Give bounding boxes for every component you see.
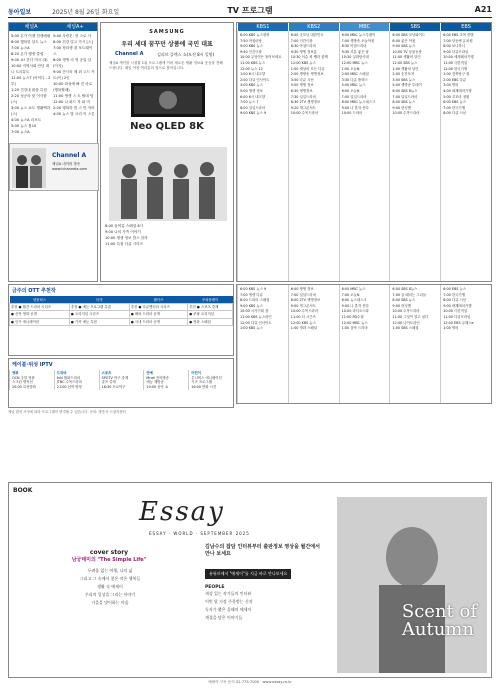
program-item: 3:00 SBS 뉴스 xyxy=(392,77,416,82)
program-item: 10:00 무엇이든 물어보세요 xyxy=(240,55,282,60)
anchors-photo xyxy=(12,148,46,188)
people-item: 이번 달 가장 주목받는 신작 xyxy=(205,599,253,604)
iptv-item: 스크린 명작선 xyxy=(12,380,33,385)
ott-title: 금주의 OTT 추천작 xyxy=(12,288,56,294)
broadcast-grid-bottom xyxy=(236,284,492,404)
photo-title xyxy=(402,603,477,639)
program-item: 9:00 KBS 뉴스 xyxy=(240,44,263,49)
program-item: 6:00 굿모닝 대한민국 xyxy=(290,33,324,37)
grid-column xyxy=(237,31,288,281)
program-item: 2:00 EBS 다큐 xyxy=(443,77,467,82)
program-item: 11:00 극한직업 xyxy=(443,60,468,65)
program-item: 8:30 2TV 생생정보 xyxy=(290,100,321,105)
program-item: 7:00 인간극장 xyxy=(290,38,313,43)
essay-logo-sub: ESSAY · WORLD · SEPTEMBER 2025 xyxy=(149,531,250,536)
ott-head-1: 넷플릭스 xyxy=(10,296,70,304)
program-item: 10:00 수목드라마 xyxy=(392,309,420,314)
program-item: 11:00 KBS 뉴스라인 xyxy=(240,314,272,319)
table-cell: ● 가족 예능 특집 xyxy=(69,318,129,325)
table-cell: ● 국내 드라마 공개 xyxy=(129,318,187,325)
program-item: 10:00 TV 동물농장 xyxy=(392,49,422,54)
table-cell: ● 신작 영화 공개 xyxy=(10,311,70,318)
channel-promo xyxy=(9,143,99,191)
people-list xyxy=(205,590,325,622)
program-item: 9:20 개그콘서트 xyxy=(290,105,316,110)
iptv-column-head: 영화 xyxy=(12,371,19,375)
program-item: 12:00 다큐 인사이트 xyxy=(240,320,272,325)
program-item: 12:00 EBS 클래스e xyxy=(443,320,474,325)
program-item: 6:00 6시 내고향 xyxy=(240,94,266,99)
cover-line: 그리고 그 속에서 찾은 작은 행복들 xyxy=(79,576,141,581)
grid-column xyxy=(339,31,390,281)
program-item: 1:00 심야 드라마 xyxy=(341,326,368,331)
iptv-column-head: 스포츠 xyxy=(101,371,112,375)
program-item: 7:00 일일드라마 xyxy=(290,292,316,297)
program-item: 6:00 SBS 8뉴스 xyxy=(392,88,418,93)
ott-head-2: 티빙 xyxy=(69,296,129,304)
schedule-column-1 xyxy=(11,33,53,135)
program-item: 1:00 6시 내고향 xyxy=(240,72,266,77)
schedule-item: 1:20 건강내 잡을 특집 xyxy=(11,88,47,92)
mid-headline: 김남수의 잡담 인터뷰부터 출판정보 영상을 월간에서 만나 보세요 xyxy=(205,544,320,557)
iptv-item: tvN 월화드라마 xyxy=(56,375,81,380)
schedule-item: 5:40 사랑꾼, 현 스로 사 xyxy=(53,34,92,38)
grid-column xyxy=(440,31,491,281)
head-ebs: EBS xyxy=(440,23,491,31)
program-item: 2:00 생방송 생생정보 xyxy=(290,72,324,77)
iptv-item: 18:30 프로야구 xyxy=(101,384,126,389)
program-item: 6:30 생생정보 xyxy=(290,88,313,93)
program-item: 11:00 KBS 뉴스 xyxy=(240,60,266,65)
program-item: 6:00 오늘N xyxy=(341,88,360,93)
schedule-item: 12:00 나 퍼드 자 와 미 xyxy=(53,100,90,104)
program-item: 9:00 다큐프라임 xyxy=(443,49,469,54)
people-heading: PEOPLE xyxy=(205,585,225,590)
program-item: 12:00 MBC 뉴스 xyxy=(341,60,368,65)
program-item: 7:00 오늘N xyxy=(341,292,360,297)
iptv-column xyxy=(99,370,144,390)
schedule-item: 8:00 생생 리 영 공업 살 (이지) xyxy=(53,58,92,68)
youtube-banner[interactable]: 유튜브에서 "에세이"를 지금 바로 만나보세요 xyxy=(205,569,291,579)
page-header xyxy=(8,4,492,18)
iptv-column xyxy=(9,370,54,390)
ad-schedule-item: 8:00 올여름 스페셜 8시 xyxy=(105,224,144,228)
section-title: TV 프로그램 xyxy=(227,6,273,15)
people-item: 개성 있는 작가들의 인터뷰 xyxy=(205,591,252,596)
program-item: 6:00 생생 정보 xyxy=(290,287,314,291)
program-item: 6:00 EBS 초목 만발 xyxy=(443,33,474,37)
head-kbs1: KBS1 xyxy=(237,23,288,31)
program-item: 11:00 생활의 달인 xyxy=(392,55,421,60)
program-item: 12:00 KBS 뉴스 xyxy=(290,60,316,65)
head-sbs: SBS xyxy=(389,23,440,31)
program-item: 9:00 나 혼자 산다 xyxy=(341,303,369,308)
table-cell: ● 해외 드라마 공개 xyxy=(129,311,187,318)
program-item: 3:00 명의 xyxy=(443,83,459,88)
program-item: 1:00 오늘N xyxy=(341,66,360,71)
ad-schedule xyxy=(105,223,229,247)
iptv-item: 골프 중계 xyxy=(101,380,116,385)
table-row xyxy=(10,311,233,318)
autumn-photo xyxy=(337,497,487,673)
head-mbc: MBC xyxy=(339,23,390,31)
channel-head-2: 채널A+ xyxy=(66,24,84,30)
ad-schedule-item: 10:00 생생 정보 밥스 알하 xyxy=(105,236,148,240)
qled-title: Neo QLED 8K xyxy=(130,121,204,132)
program-item: 8:00 드라마 스페셜 xyxy=(240,298,270,303)
ott-table xyxy=(9,296,233,326)
program-item: 9:00 개그콘서트 xyxy=(290,303,316,308)
schedule-item: 3:00 뉴스 쇼트 생활백과 (스) xyxy=(11,106,51,116)
program-item: 7:00 생생 다큐 xyxy=(240,292,263,297)
program-item: 1:00 KBS 뉴스 xyxy=(240,326,263,331)
program-item: 8:00 다큐 시선 xyxy=(443,298,467,303)
table-row xyxy=(10,304,233,311)
program-item: 3:30 다큐 플렉스 xyxy=(341,77,368,82)
program-item: 7:00 뉴스 7 xyxy=(240,100,259,105)
program-item: 11:00 다큐프라임 xyxy=(443,314,471,319)
issue-date: 2025년 8월 26일 화요일 xyxy=(52,9,120,16)
photo-title-line-1: Scent of xyxy=(401,601,477,622)
program-item: 11:00 PD수첩 xyxy=(341,314,364,319)
table-cell: ● 오리지널 시리즈 xyxy=(69,311,129,318)
head-kbs2: KBS2 xyxy=(288,23,339,31)
schedule-column-2 xyxy=(53,33,95,135)
cover-title: cover story xyxy=(89,549,129,556)
essay-logo: Essay xyxy=(139,497,225,527)
program-item: 10:00 세계테마기행 xyxy=(443,55,474,60)
grid-header xyxy=(237,23,491,31)
iptv-item: 예능 재방송 xyxy=(146,380,164,385)
program-item: 2:00 순간포착 xyxy=(392,72,415,77)
iptv-column-head: 어린이 xyxy=(191,371,202,375)
program-item: 1:00 건축탐구 집 xyxy=(443,72,470,77)
program-item: 9:00 KBS 뉴스 xyxy=(240,303,263,308)
program-item: 8:00 좋은 아침 xyxy=(392,38,416,43)
schedule-item: 2:20 성공의 맛 이사함 (스) xyxy=(11,94,47,104)
program-item: 9:30 기분 좋은 날 xyxy=(341,49,369,54)
program-item: 8:30 아침드라마 xyxy=(290,44,316,49)
program-item: 8:00 일일드라마 xyxy=(240,105,266,110)
grid-column xyxy=(389,31,440,281)
schedule-item: 7:00 뉴스A xyxy=(11,130,30,134)
grid-column xyxy=(288,31,339,281)
grid2-column xyxy=(237,285,288,403)
schedule-item: 4:00 뉴스A 리포트 xyxy=(11,118,42,122)
program-item: 1:00 명의 xyxy=(443,326,459,331)
ad-middle xyxy=(205,543,325,622)
samsung-ad xyxy=(100,22,234,282)
grid2-column xyxy=(339,285,390,403)
program-item: 9:00 세계테마기행 xyxy=(443,303,472,308)
program-item: 8:00 2TV 생생정보 xyxy=(290,298,321,303)
table-cell: ● 인기 애니메이션 xyxy=(10,318,70,325)
broadcast-grid-top xyxy=(236,22,492,282)
cable-schedule-list xyxy=(9,31,97,137)
program-item: 8:00 보니하니 xyxy=(443,44,465,49)
schedule-item: 2:00 행복하 밥 스 만 자러 xyxy=(53,106,95,110)
table-cell: 추천 ● 예능 프로그램 특집 xyxy=(69,304,129,311)
cover-line: 가을을 맞이하는 마음 xyxy=(91,600,129,605)
people-item: 계절을 담은 이야기들 xyxy=(205,615,243,620)
cover-subtitle: 남궁태미의 "The Simple Life" xyxy=(71,557,147,563)
program-item: 11:00 더 시즌즈 xyxy=(290,314,316,319)
program-item: 5:00 생방송 투데이 xyxy=(392,83,422,88)
iptv-column xyxy=(143,370,188,390)
cable-schedule xyxy=(8,22,98,282)
ad-schedule-item: 9:00 나의 가족 이야기 xyxy=(105,230,141,234)
ott-table-body xyxy=(10,304,233,326)
ad-channel: Channel A xyxy=(115,51,144,57)
program-item: 11:00 그것이 알고 싶다 xyxy=(392,314,429,319)
program-item: 7:30 일일드라마 xyxy=(290,94,316,99)
program-item: 10:00 드라마 xyxy=(341,111,363,116)
program-item: 6:00 KBS 뉴스 9 xyxy=(240,287,267,291)
iptv-column xyxy=(54,370,99,390)
schedule-item: 7:00 뉴스A xyxy=(11,46,30,50)
table-row xyxy=(10,318,233,325)
program-item: 7:00 일일드라마 xyxy=(341,94,367,99)
ad-channel-sub: 김리브 플렉스 쇼(오전 8시 일방) xyxy=(157,52,215,57)
program-item: 8:00 MBC 뉴스데스크 xyxy=(341,100,376,105)
program-item: 8:00 SBS 뉴스 xyxy=(392,100,416,105)
essay-brand: BOOK xyxy=(13,487,33,494)
program-item: 9:00 KBS 뉴스 9 xyxy=(240,111,267,116)
program-item: 12:00 SBS 뉴스 xyxy=(392,60,418,65)
program-item: 9:30 생생 정보통 xyxy=(290,49,317,54)
schedule-item: 10:00 지역사회 안녕 대 니 트리뷰트 xyxy=(11,64,50,74)
program-item: 1:00 SBS 스페셜 xyxy=(392,326,419,331)
photo-title-line-2: Autumn xyxy=(401,619,474,640)
program-item: 2:00 MBC 스페셜 xyxy=(341,72,369,77)
program-item: 3:00 KBS 뉴스 xyxy=(240,83,263,88)
iptv-item: 21:00 신작 방영 xyxy=(56,384,82,389)
schedule-item: 5:00 돈가 이젠 천생배필 xyxy=(11,34,51,38)
schedule-item: 9:00 전시의 제 최 고드 커트(이) 2인 xyxy=(53,70,95,80)
cable-schedule-header xyxy=(9,23,97,31)
program-item: 7:50 아침마당 xyxy=(240,38,262,43)
iptv-column-head: 연예 xyxy=(146,371,153,375)
schedule-item: 5:00 뉴스 톱10 xyxy=(11,124,37,128)
program-item: 6:00 MBC 뉴스 xyxy=(341,287,366,291)
grid2-columns xyxy=(237,285,491,403)
program-item: 10:00 수목드라마 xyxy=(290,111,319,116)
program-item: 7:00 골 때리는 그녀들 xyxy=(392,292,427,297)
schedule-item: 12:00 뉴스T (아이디 - 2부) xyxy=(11,76,51,86)
iptv-column-head: 드라마 xyxy=(56,371,67,375)
schedule-item: 4:00 뉴스 밥 크리 이 스튼 xyxy=(53,112,95,116)
channel-head-1: 채널A xyxy=(24,24,38,30)
schedule-item: 6:00 행복한 살트 뉴스 xyxy=(11,40,47,44)
program-item: 6:00 EBS 뉴스 xyxy=(443,100,467,105)
ott-recommend xyxy=(8,284,234,356)
table-cell: 추천 ● 월간 드라마 시리즈 xyxy=(10,304,70,311)
program-item: 12:00 한국기행 xyxy=(443,66,468,71)
program-item: 10:00 극한직업 xyxy=(443,309,468,314)
program-item: 9:40 인간극장 xyxy=(240,49,262,54)
program-item: 10:00 수목드라마 xyxy=(392,111,420,116)
program-item: 9:00 나 혼자 산다 xyxy=(341,105,369,110)
schedule-item: 6:00 건강 밀고 가시 [스] xyxy=(53,40,93,44)
program-item: 6:00 SBS 모닝와이드 xyxy=(392,33,426,37)
program-item: 12:00 KBS 뉴스 xyxy=(290,320,316,325)
program-item: 5:00 생생 정보 xyxy=(240,88,263,93)
program-item: 5:00 생생 정보 xyxy=(290,83,314,88)
cover-story xyxy=(49,549,169,563)
program-item: 10:00 수목드라마 xyxy=(290,309,319,314)
program-item: 1:00 세상의 모든 다큐 xyxy=(290,66,325,71)
ad-schedule-item: 11:00 특집 다큐 시리즈 xyxy=(105,242,144,246)
ad-footer: 에세이 구독 문의 02-775-7000 · www.essay.co.kr xyxy=(208,680,292,684)
schedule-item: 11:00 생생 스 트 할대 팀 xyxy=(53,94,94,98)
grid2-column xyxy=(440,285,491,403)
iptv-item: OCN 주말 영화 xyxy=(12,375,35,380)
program-item: 8:00 SBS 뉴스 xyxy=(392,298,416,303)
cover-body xyxy=(45,567,175,607)
program-item: 12:00 MBC 뉴스 xyxy=(341,320,368,325)
samsung-logo: SAMSUNG xyxy=(149,29,185,35)
program-item: 5:00 꼬꼬마 정원 xyxy=(443,94,470,99)
table-cell: 추천 ● 스포츠 중계 xyxy=(188,304,233,311)
program-item: 6:00 KBS 뉴스광장 xyxy=(240,33,270,37)
program-item: 7:00 일일드라마 xyxy=(392,94,418,99)
cover-line: 두려움 없는 여행, 나의 삶 xyxy=(87,568,133,573)
iptv-item: 키즈 프로그램 xyxy=(191,380,212,385)
schedule-item: 10:00 화성에 빠 진 마로 (행복할때) xyxy=(53,82,93,92)
iptv-item: SPOTV 야구 중계 xyxy=(101,375,129,380)
promo-brand: Channel A xyxy=(52,152,87,159)
iptv-item: Mnet 음악방송 xyxy=(146,375,170,380)
iptv-item: JTBC 수목드라마 xyxy=(56,380,82,385)
program-item: 7:00 생방송 오늘아침 xyxy=(341,38,375,43)
grid2-column xyxy=(288,285,339,403)
schedule-item: 9:00 쇼! 간다 미국 (3) xyxy=(11,58,48,62)
table-cell: ● 쿠팡 오리지널 xyxy=(188,311,233,318)
program-item: 10:00 라디오스타 xyxy=(341,309,369,314)
program-item: 8:30 아침드라마 xyxy=(341,44,367,49)
program-item: 5:00 MBC 뉴스 xyxy=(341,83,366,88)
iptv-item: 20:00 특선영화 xyxy=(12,384,36,389)
program-item: 9:00 SBS 뉴스 xyxy=(392,44,416,49)
schedule-item: 7:00 정리생 퀴 포트래이스 xyxy=(53,46,93,56)
ad-body: 채널A 케이블 시청률 1위 프로그램에 이어 새로운 생활 정보와 웃음을 전해드립니다. 매일 아침 여러분의 집으로 찾아갑니다. xyxy=(109,61,223,70)
page-number: A21 xyxy=(474,5,492,14)
tv-schedule-section xyxy=(8,22,492,474)
program-item: 8:00 뉴스데스크 xyxy=(341,298,367,303)
program-item: 8:00 다큐 시선 xyxy=(443,111,467,116)
table-cell: 추천 ● 다큐멘터리 시리즈 xyxy=(129,304,187,311)
schedule-note: 채널 편성 사정에 따라 프로그램이 변경될 수 있습니다. 문의: 방송사 시청자센터 xyxy=(8,410,126,414)
people-item: 독자가 뽑은 올해의 에세이 xyxy=(205,607,252,612)
program-item: 6:00 SBS 8뉴스 xyxy=(392,287,418,291)
iptv-columns xyxy=(9,370,233,390)
table-cell: ● 영화 스페셜 xyxy=(188,318,233,325)
program-item: 3:50 다큐 시선 xyxy=(290,77,314,82)
iptv-item: 16:00 만화 시간 xyxy=(191,384,217,389)
program-item: 7:00 한국기행 xyxy=(443,292,465,297)
program-item: 4:00 세계테마기행 xyxy=(443,88,472,93)
iptv-section xyxy=(8,358,234,408)
iptv-title: 케이블·위성 IPTV xyxy=(12,362,53,368)
grid2-column xyxy=(389,285,440,403)
program-item: 10:00 시사기획 창 xyxy=(240,309,269,314)
iptv-item: 19:00 음악 쇼 xyxy=(146,384,169,389)
iptv-column xyxy=(188,370,233,390)
program-item: 10:30 실화탐사대 xyxy=(341,55,369,60)
ad-headline: 우리 세대 꿈꾸던 상품에 국민 대표 xyxy=(121,41,213,48)
program-item: 7:00 한국기행 xyxy=(443,105,465,110)
ott-head-3: 웨이브 xyxy=(129,296,187,304)
program-item: 12:00 나이트라인 xyxy=(392,320,420,325)
program-item: 1:00 생활의 달인 xyxy=(392,66,419,71)
grid-columns xyxy=(237,31,491,281)
program-item: 9:00 런닝맨 xyxy=(392,105,411,110)
newspaper-logo: 동아일보 xyxy=(8,9,32,16)
group-photo xyxy=(109,147,227,221)
program-item: 10:30 이슈 픽 쌤과 함께 xyxy=(290,55,328,60)
tv-image xyxy=(131,83,205,117)
schedule-item: 8:20 돈가 행정 클럽 xyxy=(11,52,44,56)
program-item: 6:00 MBC 뉴스투데이 xyxy=(341,33,376,37)
ott-head-4: 쿠팡플레이 xyxy=(188,296,233,304)
program-item: 1:00 영화 스페셜 xyxy=(290,326,317,331)
promo-sub: 채널A 네이버 방송 www.ichannela.com xyxy=(52,162,87,171)
program-item: 9:00 런닝맨 xyxy=(392,303,411,308)
cover-line: 우리의 일상을 그리는 이야기 xyxy=(84,592,136,597)
program-item: 7:00 딩동댕 유치원 xyxy=(443,38,473,43)
program-item: 2:00 다큐 인사이트 xyxy=(240,77,270,82)
program-item: 6:00 EBS 뉴스 xyxy=(443,287,467,291)
program-item: 12:00 뉴스 12 xyxy=(240,66,263,71)
essay-ad xyxy=(8,482,492,678)
iptv-item: 투니버스 애니메이션 xyxy=(191,375,222,380)
cover-line: 생활 속 에세이 xyxy=(97,584,123,589)
